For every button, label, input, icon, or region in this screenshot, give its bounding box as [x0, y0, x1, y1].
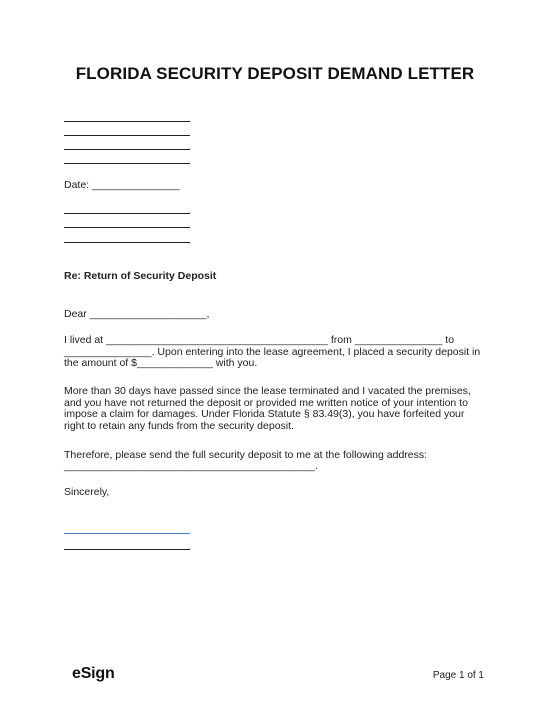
sender-line-4[interactable] — [64, 163, 190, 164]
closing: Sincerely, — [64, 486, 110, 498]
salutation[interactable]: Dear ____________________, — [64, 308, 210, 320]
address-field[interactable]: ___________________________________________. — [64, 460, 319, 472]
signature-line[interactable] — [64, 533, 190, 534]
paragraph-address-request: Therefore, please send the full security deposit to me at the following address: — [64, 449, 428, 461]
sender-line-2[interactable] — [64, 135, 190, 136]
re-line: Re: Return of Security Deposit — [64, 270, 217, 282]
recipient-line-1[interactable] — [64, 213, 190, 214]
paragraph-lease-details[interactable]: I lived at ______________________________________ from _______________ to _______________. Upon entering into the lease agreement, I placed a security deposit in the amount of $_____________ with you. — [64, 334, 481, 370]
recipient-line-3[interactable] — [64, 242, 190, 243]
document-title: FLORIDA SECURITY DEPOSIT DEMAND LETTER — [75, 64, 475, 83]
esign-logo: eSign — [72, 665, 115, 682]
sender-line-3[interactable] — [64, 149, 190, 150]
date-field[interactable]: Date: _______________ — [64, 179, 180, 191]
paragraph-forfeiture: More than 30 days have passed since the lease terminated and I vacated the premises, and you have not returned the deposit or provided me written notice of your intention to impose a claim for damages. Under Florida Statute § 83.49(3), you have forfeited your right to retain any funds from the security deposit. — [64, 385, 471, 432]
recipient-line-2[interactable] — [64, 227, 190, 228]
printed-name-line[interactable] — [64, 549, 190, 550]
sender-line-1[interactable] — [64, 121, 190, 122]
page-number: Page 1 of 1 — [432, 670, 484, 681]
